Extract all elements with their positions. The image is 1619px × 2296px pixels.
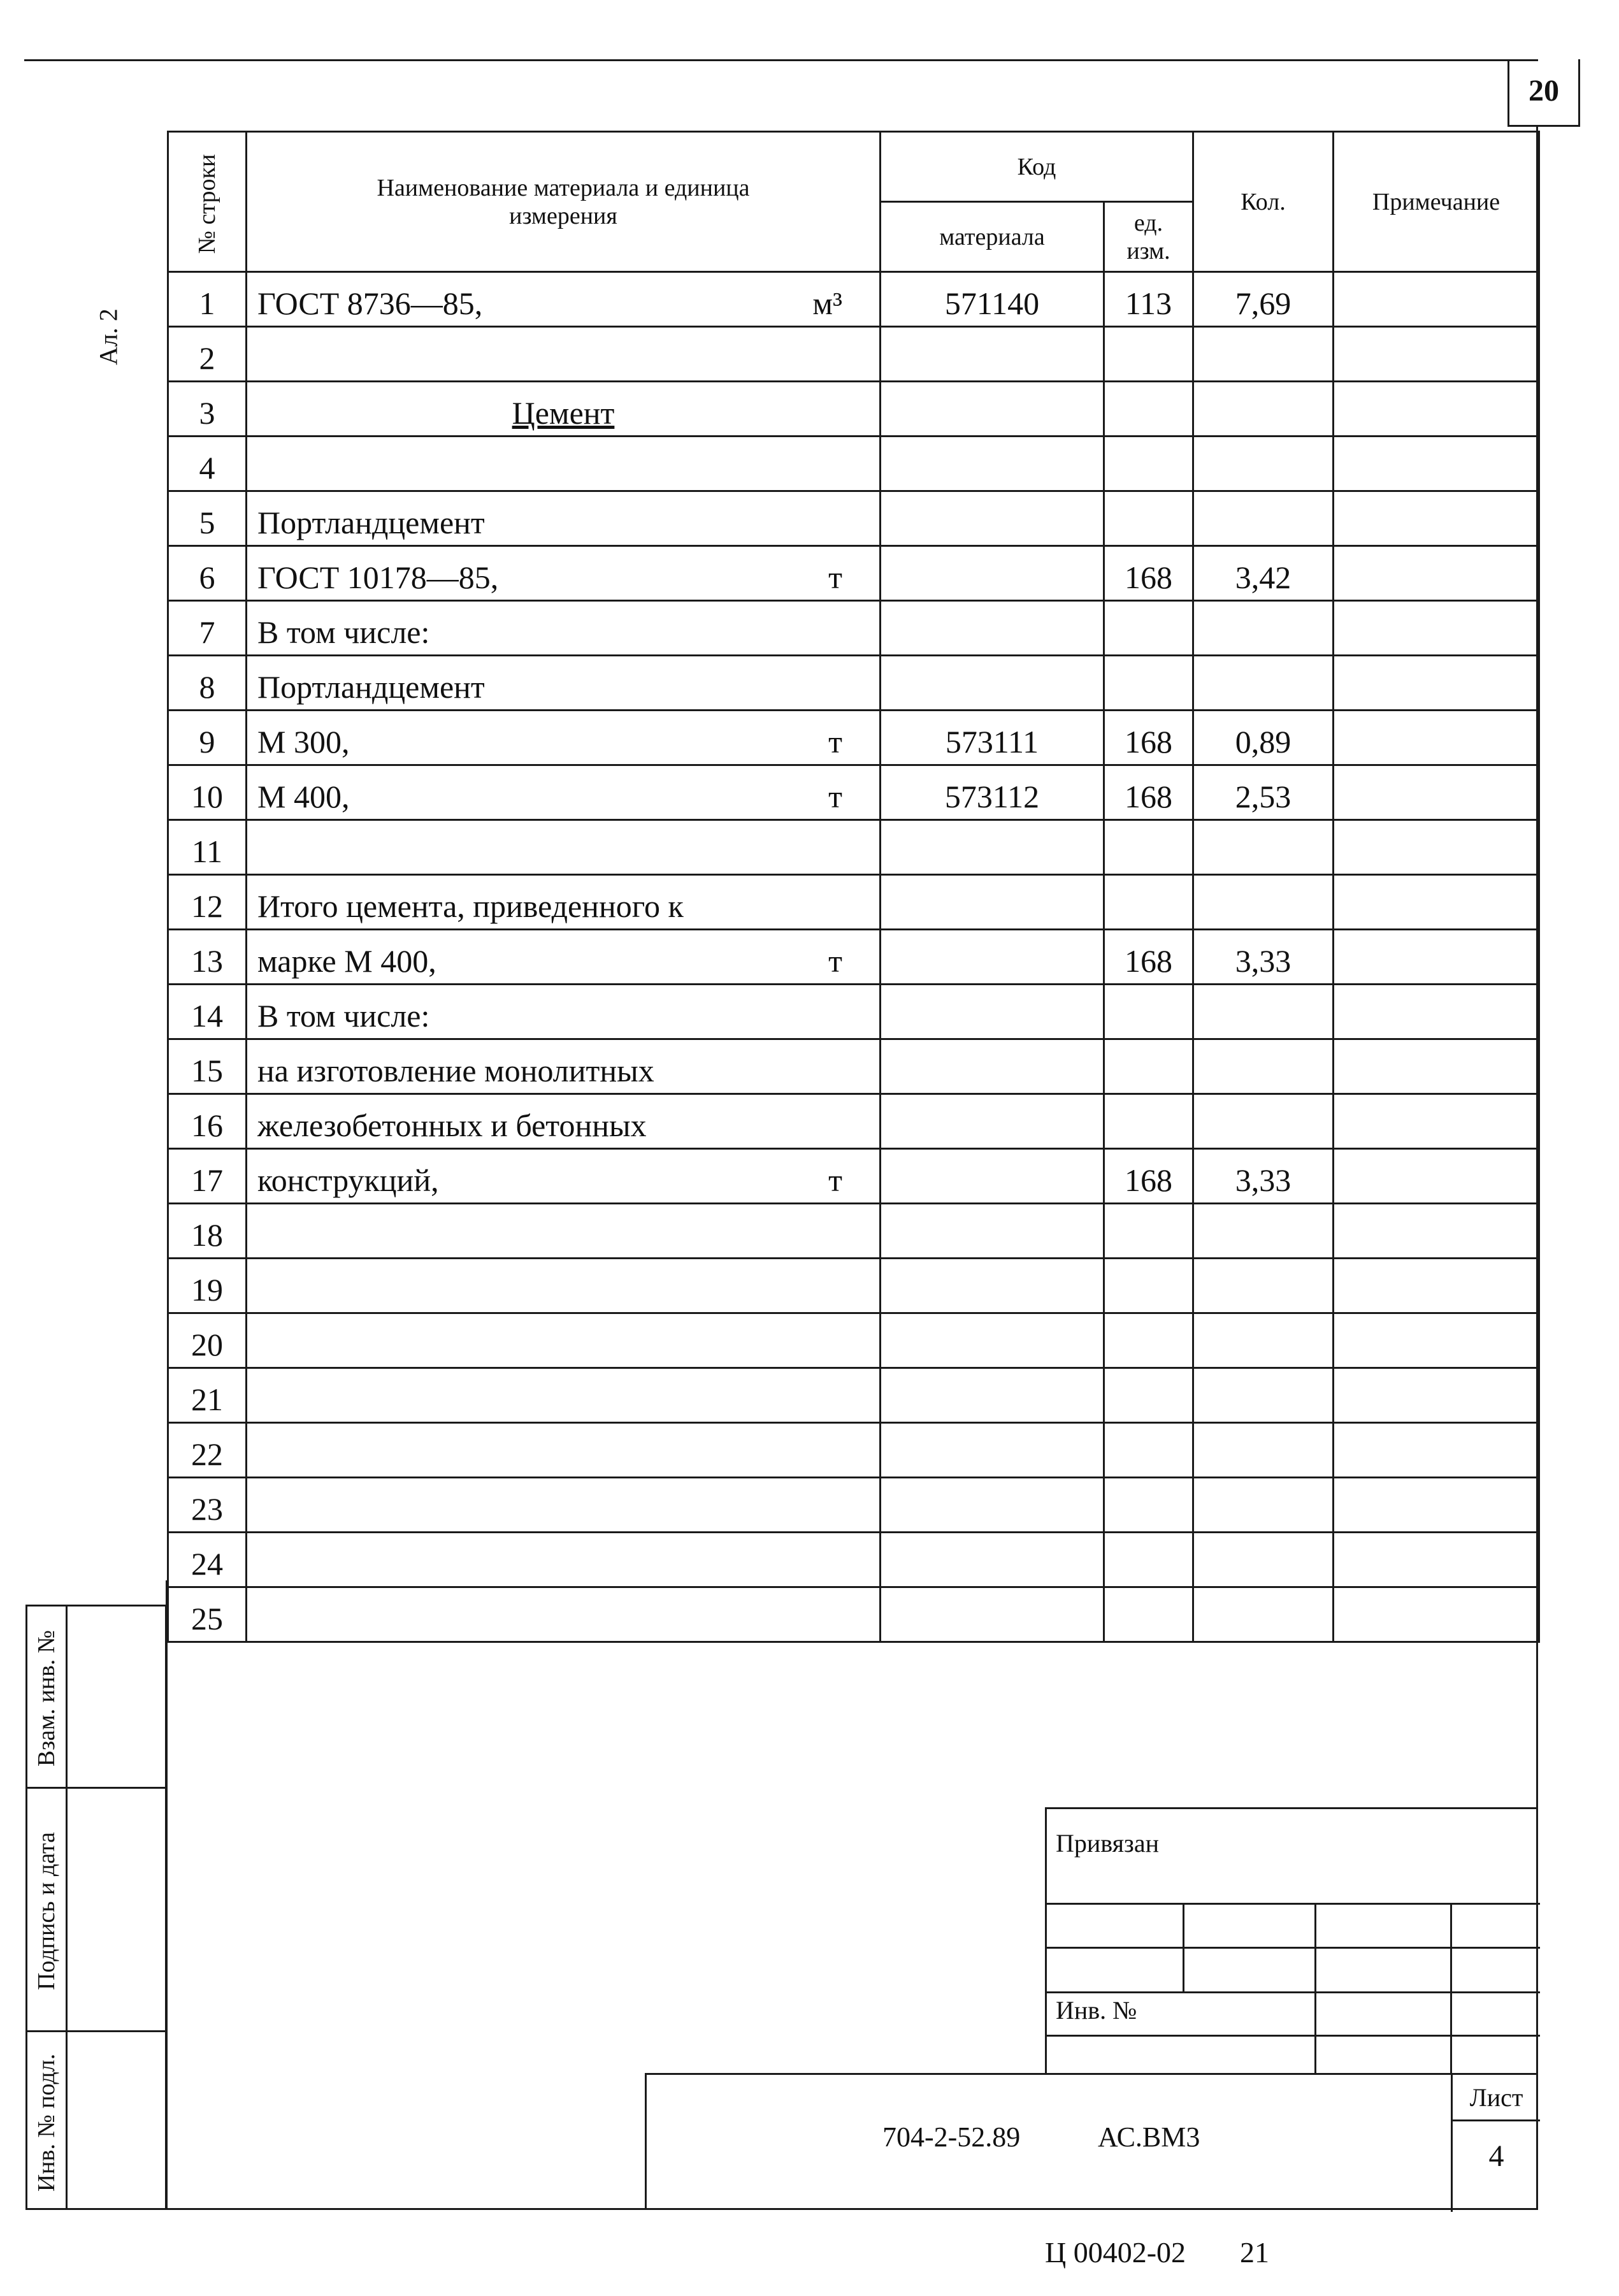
stamp-privyazan-block — [1045, 1807, 1538, 2075]
row-number: 7 — [168, 601, 247, 656]
material-name-cell — [247, 601, 881, 656]
material-code — [881, 546, 1104, 601]
table-row — [168, 1094, 1539, 1149]
note — [1334, 1259, 1539, 1313]
material-unit: т — [828, 724, 842, 760]
row-number: 25 — [168, 1587, 247, 1642]
material-code — [881, 601, 1104, 656]
material-code — [881, 1313, 1104, 1368]
material-name-cell — [247, 1478, 881, 1533]
note — [1334, 491, 1539, 546]
quantity: 7,69 — [1193, 272, 1334, 327]
material-code — [881, 1204, 1104, 1259]
row-number: 21 — [168, 1368, 247, 1423]
quantity — [1193, 1368, 1334, 1423]
table-row — [168, 327, 1539, 382]
table-row — [168, 1204, 1539, 1259]
material-name: Портландцемент — [257, 505, 485, 540]
note — [1334, 1423, 1539, 1478]
note — [1334, 327, 1539, 382]
unit-code — [1104, 1423, 1193, 1478]
material-name-cell — [247, 1533, 881, 1587]
material-code — [881, 985, 1104, 1039]
row-number: 5 — [168, 491, 247, 546]
material-code: 573112 — [881, 765, 1104, 820]
doc-mark: АС.ВМ3 — [1098, 2121, 1200, 2153]
material-code — [881, 327, 1104, 382]
header-row-no-label: № строки — [194, 154, 220, 254]
material-code — [881, 1478, 1104, 1533]
row-number: 17 — [168, 1149, 247, 1204]
note — [1334, 1313, 1539, 1368]
material-name: В том числе: — [257, 614, 430, 650]
unit-code — [1104, 437, 1193, 491]
unit-code — [1104, 327, 1193, 382]
table-row — [168, 437, 1539, 491]
note — [1334, 875, 1539, 930]
unit-code — [1104, 1039, 1193, 1094]
unit-code: 168 — [1104, 930, 1193, 985]
row-number: 22 — [168, 1423, 247, 1478]
material-name: конструкций, — [257, 1162, 439, 1198]
row-number: 15 — [168, 1039, 247, 1094]
material-name-cell — [247, 875, 881, 930]
material-code — [881, 1533, 1104, 1587]
quantity — [1193, 985, 1334, 1039]
materials-table — [167, 131, 1540, 1643]
table-row — [168, 1587, 1539, 1642]
stamp-inv-label: Инв. № — [1056, 1996, 1137, 2025]
sheet-label: Лист — [1469, 2083, 1523, 2112]
unit-code: 113 — [1104, 272, 1193, 327]
table-row — [168, 656, 1539, 711]
row-number: 18 — [168, 1204, 247, 1259]
quantity: 3,42 — [1193, 546, 1334, 601]
unit-code — [1104, 985, 1193, 1039]
table-row — [168, 1149, 1539, 1204]
footer-code: Ц 00402-02 — [1045, 2236, 1186, 2269]
doc-code: 704-2-52.89 — [882, 2121, 1021, 2153]
material-name: М 400, — [257, 779, 350, 814]
quantity — [1193, 1094, 1334, 1149]
sheet-number: 4 — [1488, 2139, 1504, 2173]
note — [1334, 546, 1539, 601]
page-number: 20 — [1529, 74, 1559, 108]
material-unit: т — [828, 779, 842, 814]
row-number: 1 — [168, 272, 247, 327]
material-code: 571140 — [881, 272, 1104, 327]
material-name-cell — [247, 1149, 881, 1204]
material-name-cell — [247, 1313, 881, 1368]
material-unit: т — [828, 943, 842, 979]
material-code — [881, 1368, 1104, 1423]
note — [1334, 820, 1539, 875]
header-code-material: материала — [881, 202, 1104, 272]
material-code — [881, 1039, 1104, 1094]
quantity — [1193, 1313, 1334, 1368]
material-code — [881, 930, 1104, 985]
header-code-unit: ед. изм. — [1104, 202, 1193, 272]
note — [1334, 1368, 1539, 1423]
row-number: 14 — [168, 985, 247, 1039]
material-code — [881, 491, 1104, 546]
table-row — [168, 601, 1539, 656]
material-code — [881, 1587, 1104, 1642]
quantity: 0,89 — [1193, 711, 1334, 765]
row-number: 8 — [168, 656, 247, 711]
material-name-cell — [247, 1423, 881, 1478]
material-name-cell — [247, 820, 881, 875]
material-name-cell — [247, 930, 881, 985]
note — [1334, 1204, 1539, 1259]
table-row — [168, 875, 1539, 930]
material-code — [881, 382, 1104, 437]
material-name-cell — [247, 1094, 881, 1149]
table-row — [168, 1039, 1539, 1094]
unit-code — [1104, 875, 1193, 930]
quantity — [1193, 1587, 1334, 1642]
unit-code — [1104, 382, 1193, 437]
row-number: 9 — [168, 711, 247, 765]
row-number: 10 — [168, 765, 247, 820]
side-box-vzam — [25, 1605, 167, 1789]
table-row — [168, 1423, 1539, 1478]
note — [1334, 985, 1539, 1039]
header-name: Наименование материала и единица измерения — [247, 132, 881, 272]
material-code — [881, 656, 1104, 711]
row-number: 12 — [168, 875, 247, 930]
material-code — [881, 1149, 1104, 1204]
material-name: марке М 400, — [257, 943, 436, 979]
note — [1334, 1094, 1539, 1149]
unit-code — [1104, 1533, 1193, 1587]
material-unit: т — [828, 560, 842, 595]
quantity — [1193, 327, 1334, 382]
material-code — [881, 1094, 1104, 1149]
quantity — [1193, 1039, 1334, 1094]
unit-code — [1104, 656, 1193, 711]
note — [1334, 1149, 1539, 1204]
row-number: 11 — [168, 820, 247, 875]
top-border-line — [24, 59, 1538, 61]
header-code: Код — [881, 132, 1193, 202]
material-name: М 300, — [257, 724, 350, 760]
quantity — [1193, 1478, 1334, 1533]
note — [1334, 272, 1539, 327]
stamp-title-block — [645, 2073, 1538, 2210]
material-name-cell — [247, 327, 881, 382]
note — [1334, 930, 1539, 985]
table-row — [168, 820, 1539, 875]
page-number-box — [1507, 59, 1580, 127]
material-unit: м³ — [812, 285, 842, 321]
unit-code — [1104, 1094, 1193, 1149]
note — [1334, 765, 1539, 820]
material-name-cell — [247, 1039, 881, 1094]
table-row — [168, 985, 1539, 1039]
side-label-vzam: Взам. инв. № — [33, 1629, 60, 1767]
unit-code — [1104, 1313, 1193, 1368]
material-unit: т — [828, 1162, 842, 1198]
table-row — [168, 1259, 1539, 1313]
stamp-privyazan-label: Привязан — [1056, 1829, 1160, 1858]
material-name: Итого цемента, приведенного к — [257, 888, 684, 924]
side-label-al2: Ал. 2 — [94, 308, 123, 365]
material-code — [881, 1423, 1104, 1478]
table-row — [168, 272, 1539, 327]
material-name-cell — [247, 491, 881, 546]
row-number: 4 — [168, 437, 247, 491]
table-row — [168, 546, 1539, 601]
row-number: 3 — [168, 382, 247, 437]
row-number: 24 — [168, 1533, 247, 1587]
quantity — [1193, 1259, 1334, 1313]
quantity — [1193, 1423, 1334, 1478]
unit-code — [1104, 1368, 1193, 1423]
row-number: 2 — [168, 327, 247, 382]
material-name-cell — [247, 985, 881, 1039]
quantity: 3,33 — [1193, 1149, 1334, 1204]
table-row — [168, 930, 1539, 985]
note — [1334, 1039, 1539, 1094]
material-code — [881, 1259, 1104, 1313]
unit-code — [1104, 491, 1193, 546]
material-name: В том числе: — [257, 998, 430, 1034]
row-number: 19 — [168, 1259, 247, 1313]
quantity — [1193, 491, 1334, 546]
unit-code: 168 — [1104, 546, 1193, 601]
material-name: Портландцемент — [257, 669, 485, 705]
material-name-cell — [247, 272, 881, 327]
side-box-signature — [25, 1787, 167, 2032]
quantity — [1193, 1204, 1334, 1259]
table-row — [168, 1533, 1539, 1587]
unit-code — [1104, 1478, 1193, 1533]
unit-code — [1104, 1259, 1193, 1313]
material-name-cell — [247, 382, 881, 437]
material-name-cell — [247, 437, 881, 491]
quantity — [1193, 875, 1334, 930]
unit-code — [1104, 601, 1193, 656]
material-name: Цемент — [512, 395, 615, 431]
quantity — [1193, 437, 1334, 491]
table-row — [168, 382, 1539, 437]
material-name-cell — [247, 711, 881, 765]
material-name: железобетонных и бетонных — [257, 1108, 647, 1143]
material-name-cell — [247, 546, 881, 601]
header-row-no — [168, 132, 247, 272]
row-number: 20 — [168, 1313, 247, 1368]
note — [1334, 1587, 1539, 1642]
quantity — [1193, 656, 1334, 711]
unit-code — [1104, 1587, 1193, 1642]
table-row — [168, 1478, 1539, 1533]
material-name-cell — [247, 1368, 881, 1423]
unit-code: 168 — [1104, 1149, 1193, 1204]
row-number: 6 — [168, 546, 247, 601]
material-code — [881, 820, 1104, 875]
row-number: 13 — [168, 930, 247, 985]
note — [1334, 656, 1539, 711]
unit-code — [1104, 820, 1193, 875]
material-name-cell — [247, 1587, 881, 1642]
unit-code — [1104, 1204, 1193, 1259]
quantity — [1193, 1533, 1334, 1587]
header-qty: Кол. — [1193, 132, 1334, 272]
material-code — [881, 437, 1104, 491]
quantity — [1193, 601, 1334, 656]
material-name: ГОСТ 10178—85, — [257, 560, 499, 595]
note — [1334, 382, 1539, 437]
unit-code: 168 — [1104, 765, 1193, 820]
side-label-signature: Подпись и дата — [33, 1831, 60, 1991]
table-row — [168, 1313, 1539, 1368]
quantity — [1193, 820, 1334, 875]
table-row — [168, 765, 1539, 820]
table-row — [168, 1368, 1539, 1423]
header-note: Примечание — [1334, 132, 1539, 272]
side-label-inv: Инв. № подл. — [33, 2053, 60, 2192]
material-code — [881, 875, 1104, 930]
table-row — [168, 491, 1539, 546]
footer-number: 21 — [1240, 2236, 1269, 2269]
row-number: 23 — [168, 1478, 247, 1533]
note — [1334, 601, 1539, 656]
quantity — [1193, 382, 1334, 437]
material-name: ГОСТ 8736—85, — [257, 285, 483, 321]
note — [1334, 1533, 1539, 1587]
material-name-cell — [247, 656, 881, 711]
row-number: 16 — [168, 1094, 247, 1149]
note — [1334, 711, 1539, 765]
quantity: 3,33 — [1193, 930, 1334, 985]
material-name-cell — [247, 1204, 881, 1259]
material-name: на изготовление монолитных — [257, 1053, 654, 1088]
material-name-cell — [247, 1259, 881, 1313]
note — [1334, 1478, 1539, 1533]
note — [1334, 437, 1539, 491]
unit-code: 168 — [1104, 711, 1193, 765]
quantity: 2,53 — [1193, 765, 1334, 820]
table-row — [168, 711, 1539, 765]
side-box-inv — [25, 2030, 167, 2210]
material-name-cell — [247, 765, 881, 820]
material-code: 573111 — [881, 711, 1104, 765]
